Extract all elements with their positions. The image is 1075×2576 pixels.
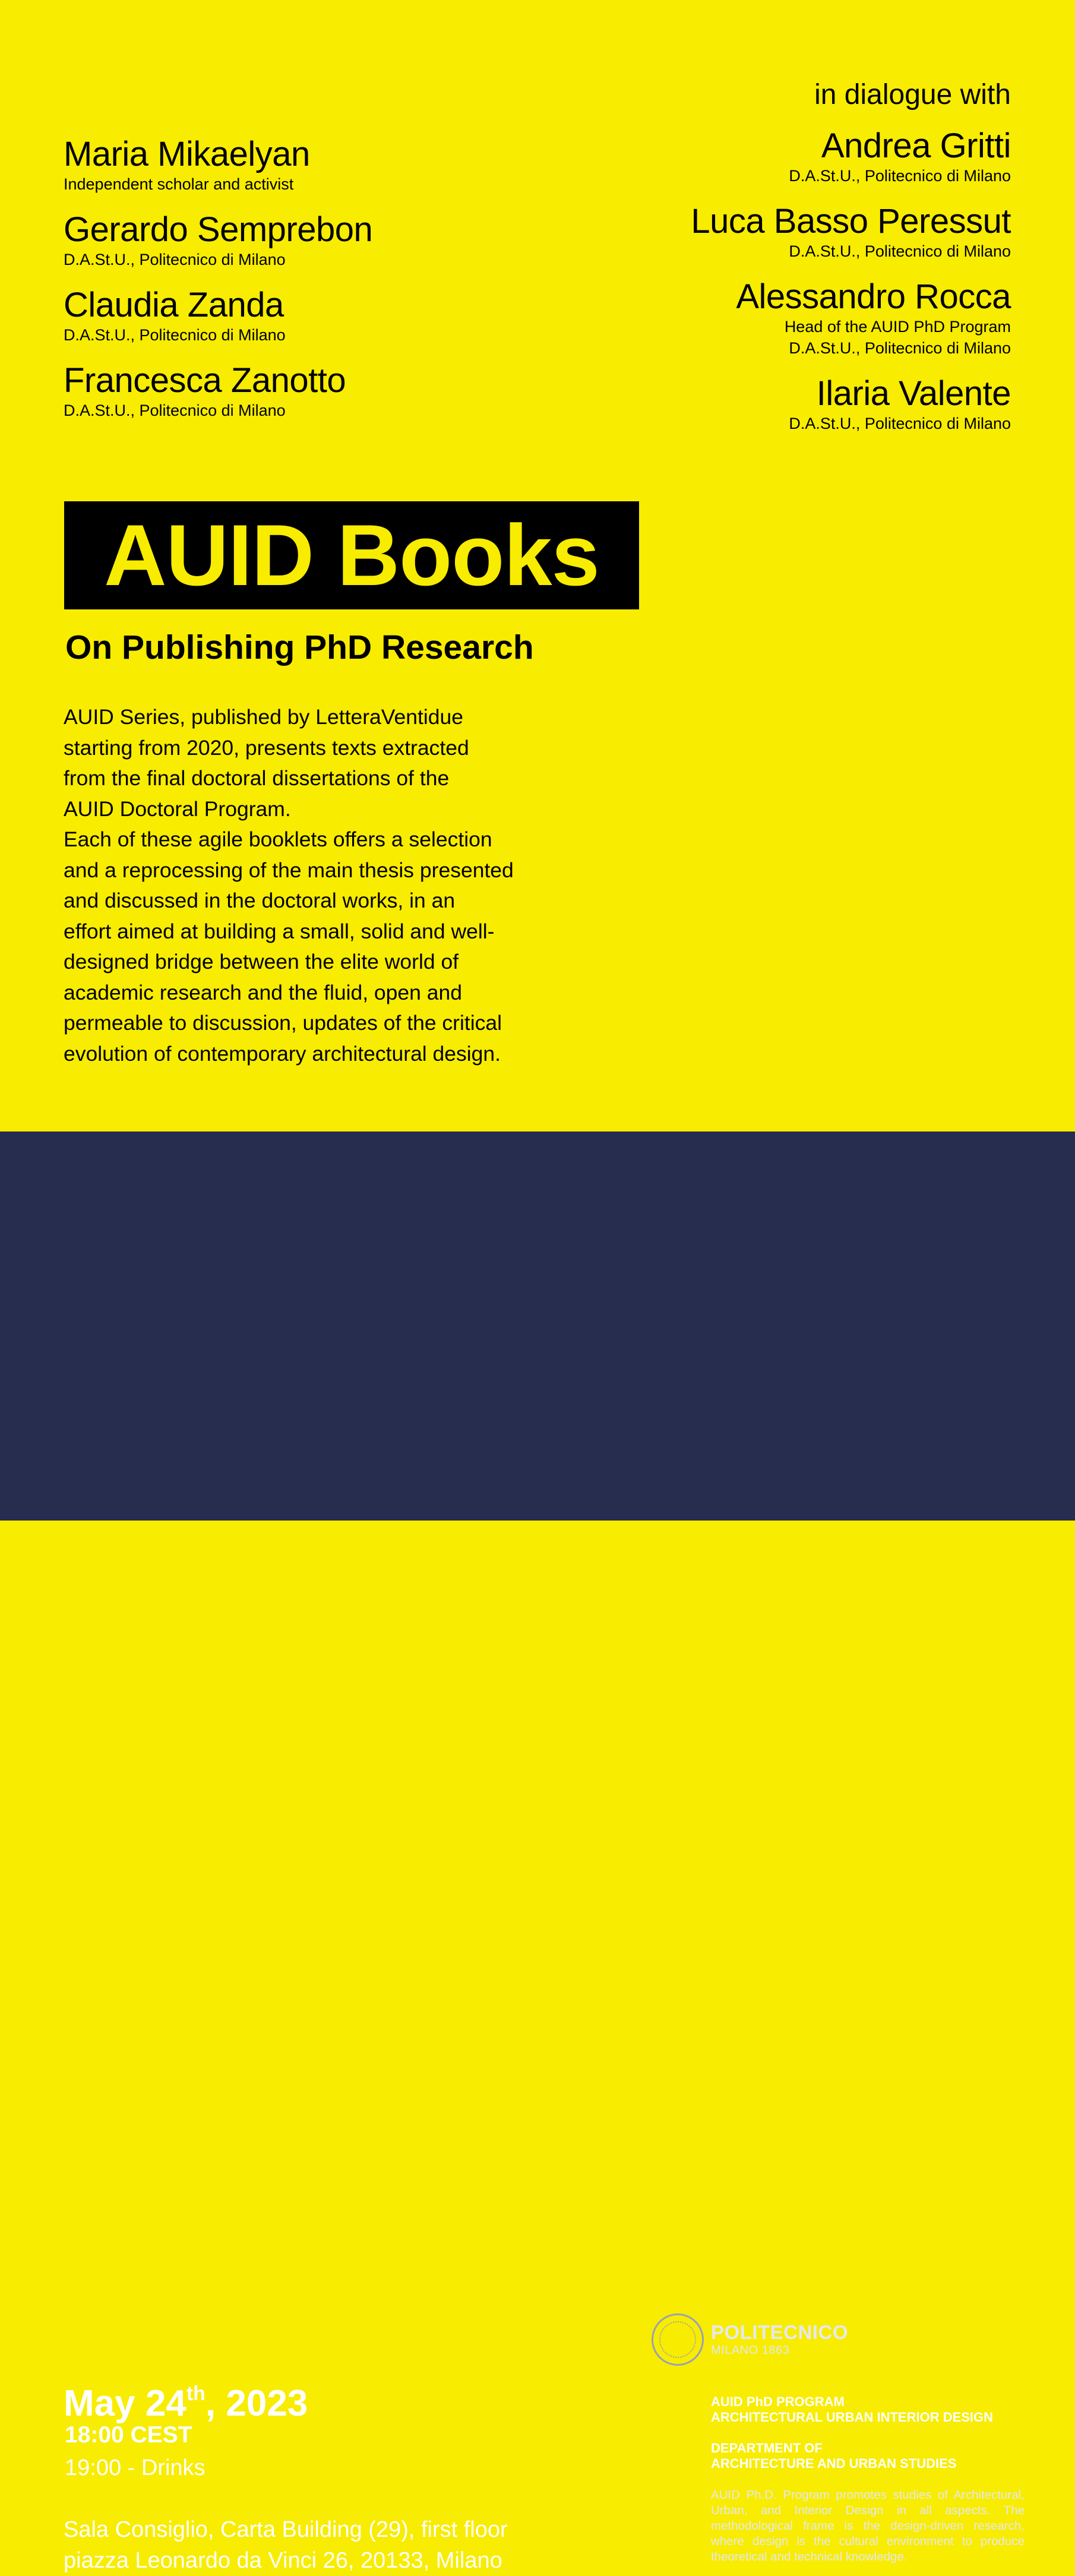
event-venue [64, 2514, 508, 2576]
speaker [64, 362, 515, 421]
info-line [64, 2315, 447, 2336]
description-line: and discussed in the doctoral works, in an [64, 889, 456, 912]
politecnico-logo [652, 2313, 848, 2366]
discussant-name: Ilaria Valente [816, 374, 1011, 413]
politecnico-seal-icon [652, 2313, 704, 2366]
info-link[interactable]: www.auid.polimi.it; auid-phd@polimi.it [108, 2315, 447, 2335]
event-title-text: AUID Books [104, 507, 599, 603]
program-line: AUID PhD PROGRAM [711, 2394, 845, 2409]
info-label: Info: [64, 2315, 109, 2335]
venue-line: Sala Consiglio, Carta Building (29), first floor [64, 2517, 508, 2542]
event-drinks: 19:00 - Drinks [65, 2455, 205, 2480]
logo-text [711, 2322, 848, 2357]
description-line: evolution of contemporary architectural design. [64, 1041, 501, 1066]
speaker-affiliation: Independent scholar and activist [64, 175, 294, 193]
speaker-affiliation: D.A.St.U., Politecnico di Milano [64, 251, 286, 268]
speaker-affiliation: D.A.St.U., Politecnico di Milano [64, 326, 286, 344]
speaker [64, 286, 515, 346]
description-line: Each of these agile booklets offers a selection [64, 827, 492, 851]
event-description [64, 702, 539, 1069]
poster-bottom-section [0, 1131, 1075, 2573]
program-line: ARCHITECTURAL URBAN INTERIOR DESIGN [711, 2410, 994, 2425]
dialogue-label: in dialogue with [814, 79, 1011, 110]
discussant [476, 203, 1011, 262]
program-about: AUID Ph.D. Program promotes studies of Architectural, Urban, and Interior Design in all aspects. The methodological frame is the design-driven research, where design is the cultural environment to produce theoretical and technical knowledge. [711, 2488, 1025, 2564]
description-line: from the final doctoral dissertations of the [64, 766, 450, 790]
logo-line2: MILANO 1863 [711, 2344, 790, 2357]
description-line: permeable to discussion, updates of the critical [64, 1011, 502, 1035]
program-info [711, 2394, 1025, 2487]
venue-line: piazza Leonardo da Vinci 26, 20133, Milano [64, 2548, 502, 2573]
speaker-name: Maria Mikaelyan [64, 135, 310, 173]
description-line: designed bridge between the elite world of [64, 950, 459, 973]
speakers-right [476, 77, 1011, 450]
discussant-affiliation: D.A.St.U., Politecnico di Milano [789, 339, 1011, 357]
poster-top-section [0, 0, 1075, 1131]
discussant-name: Alessandro Rocca [736, 277, 1011, 316]
program-block [711, 2394, 1025, 2425]
department-block [711, 2441, 1025, 2471]
logo-line1: POLITECNICO [711, 2321, 849, 2343]
description-line: AUID Series, published by LetteraVentidue [64, 705, 463, 729]
discussant-role: Head of the AUID PhD Program [784, 318, 1011, 336]
speaker [64, 135, 515, 195]
speaker [64, 211, 515, 270]
discussant [476, 278, 1011, 359]
event-time: 18:00 CEST [65, 2422, 192, 2448]
discussant-affiliation: D.A.St.U., Politecnico di Milano [789, 167, 1011, 185]
discussant [476, 375, 1011, 434]
discussant [476, 127, 1011, 187]
description-line: starting from 2020, presents texts extracted [64, 735, 469, 760]
discussant-name: Luca Basso Peressut [691, 202, 1011, 241]
description-line: AUID Doctoral Program. [64, 796, 291, 821]
description-line: academic research and the fluid, open and [64, 980, 462, 1004]
speaker-name: Francesca Zanotto [64, 361, 346, 400]
discussant-affiliation: D.A.St.U., Politecnico di Milano [789, 242, 1011, 260]
speakers-left [64, 135, 515, 437]
description-line: and a reprocessing of the main thesis presented [64, 858, 514, 882]
department-line: ARCHITECTURE AND URBAN STUDIES [711, 2456, 957, 2471]
date-day: May 24 [64, 2383, 186, 2424]
event-title [64, 501, 639, 609]
date-suffix: th [186, 2382, 205, 2405]
discussant-name: Andrea Gritti [821, 127, 1011, 165]
date-year: , 2023 [205, 2383, 308, 2424]
speaker-name: Gerardo Semprebon [64, 210, 373, 249]
description-line: effort aimed at building a small, solid and well- [64, 919, 495, 943]
discussant-affiliation: D.A.St.U., Politecnico di Milano [789, 415, 1011, 432]
event-subtitle: On Publishing PhD Research [65, 628, 534, 666]
speaker-name: Claudia Zanda [64, 286, 284, 324]
department-line: DEPARTMENT OF [711, 2441, 823, 2455]
speaker-affiliation: D.A.St.U., Politecnico di Milano [64, 402, 286, 419]
